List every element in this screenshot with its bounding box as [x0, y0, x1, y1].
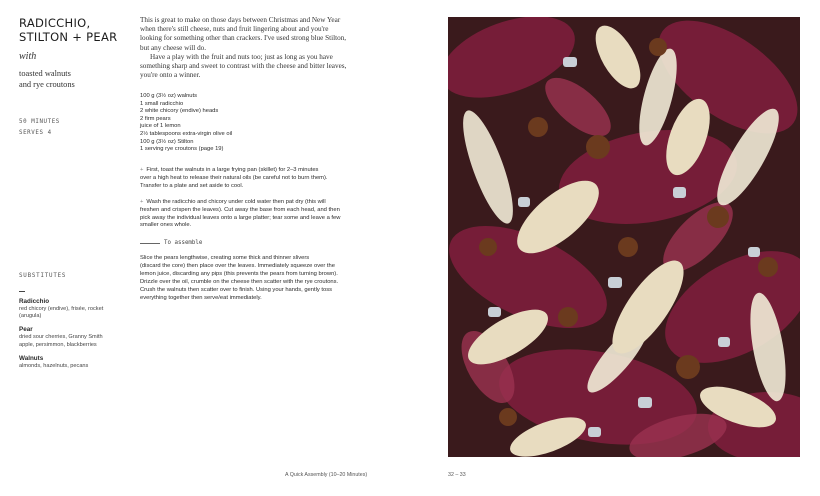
substitute-desc — [19, 306, 124, 320]
method-step-2 — [140, 199, 374, 231]
substitute-desc-line2: apple, persimmon, blackberries — [19, 341, 97, 348]
method-step-1 — [140, 167, 374, 191]
ingredient-item: 1 serving rye croutons (page 19) — [140, 146, 224, 153]
assemble-line: Slice the pears lengthwise, creating some thick and thinner slivers — [140, 255, 310, 261]
intro-line: you're onto a winner. — [140, 71, 201, 80]
footer-section-title: A Quick Assembly (10–20 Minutes) — [285, 472, 368, 478]
ingredients-list — [140, 93, 372, 154]
assemble-line: Crush the walnuts then scatter over to finish. Using your hands, gently toss — [140, 286, 333, 293]
substitute-desc-line1: red chicory (endive), frisée, rocket — [19, 306, 104, 312]
ingredient-item: 2 white chicory (endive) heads — [140, 108, 219, 115]
substitute-desc — [19, 334, 124, 348]
intro-paragraph-1 — [140, 16, 372, 53]
intro-line: This is great to make on those days between Christmas and New Year — [140, 16, 341, 24]
method-steps — [140, 167, 374, 238]
step-line: over a high heat to release their natural oils (be careful not to burn them). — [140, 174, 328, 181]
recipe-title-line1: RADICCHIO, — [19, 16, 91, 30]
salad-photo — [448, 17, 800, 457]
recipe-intro — [140, 16, 372, 80]
substitute-desc-line1: dried sour cherries, Granny Smith — [19, 334, 103, 341]
substitute-name: Radicchio — [19, 298, 50, 305]
intro-line: but any cheese will do. — [140, 43, 207, 52]
step-line: First, toast the walnuts in a large frying pan (skillet) for 2–3 minutes — [146, 167, 319, 173]
salad-illustration — [448, 17, 800, 457]
substitute-name: Walnuts — [19, 354, 44, 362]
substitutes-panel — [19, 273, 124, 376]
plus-icon: + — [140, 198, 144, 205]
recipe-header — [19, 16, 124, 90]
recipe-subtitle-line2: and rye croutons — [19, 80, 75, 89]
substitute-desc — [19, 363, 124, 370]
with-label: with — [19, 51, 37, 62]
recipe-subtitle — [19, 68, 124, 90]
step-line: Transfer to a plate and set aside to cool. — [140, 182, 244, 189]
step-line: Wash the radicchio and chicory under cold water then pat dry (this will — [146, 198, 326, 205]
substitute-desc-line1: almonds, hazelnuts, pecans — [19, 362, 89, 369]
substitute-desc-line2: (arugula) — [19, 313, 42, 320]
ingredient-item: 1 small radicchio — [140, 100, 184, 107]
recipe-subtitle-line1: toasted walnuts — [19, 69, 71, 78]
intro-line: when there's still cheese, nuts and fruit lingering about and you're — [140, 25, 329, 34]
recipe-time: 50 MINUTES — [19, 119, 60, 125]
to-assemble-heading — [140, 240, 374, 246]
substitute-item — [19, 298, 124, 320]
intro-line: Have a play with the fruit and nuts too; just as long as you have — [150, 52, 333, 61]
step-line: freshen and crispen the leaves). Cut away the base from each head, and then — [140, 206, 340, 213]
ingredient-item: 100 g (3½ oz) walnuts — [140, 93, 198, 99]
step-line: smaller ones whole. — [140, 222, 192, 229]
ingredient-item: 100 g (3½ oz) Stilton — [140, 138, 194, 145]
intro-paragraph-2 — [140, 53, 372, 81]
assemble-line: lemon juice, discarding any pips (this prevents the pears from turning brown). — [140, 270, 338, 277]
ingredient-item: 2 firm pears — [140, 115, 171, 122]
substitute-name: Pear — [19, 326, 33, 334]
intro-line: something sharp and sweet to contrast with the cheese and bitter leaves, — [140, 62, 347, 71]
assemble-rule — [140, 243, 160, 244]
intro-line: looking for something other than crackers. I've used strong blue Stilton, — [140, 34, 347, 43]
plus-icon: + — [140, 167, 144, 173]
ingredient-item: juice of 1 lemon — [140, 123, 181, 130]
recipe-title-line2: STILTON + PEAR — [19, 30, 118, 44]
assemble-line: (discard the core) then place over the leaves. Immediately squeeze over the — [140, 262, 335, 269]
substitute-item — [19, 355, 124, 370]
assemble-instructions — [140, 255, 374, 302]
assemble-line: everything together then serve/eat immediately. — [140, 294, 262, 301]
assemble-line: Drizzle over the oil, crumble on the cheese then scatter with the rye croutons. — [140, 278, 339, 285]
step-line: pick away the individual leaves onto a large platter; tear some and leave a few — [140, 214, 341, 221]
recipe-title — [19, 16, 124, 44]
recipe-serves: SERVES 4 — [19, 130, 52, 136]
assemble-label: To assemble — [164, 240, 203, 246]
substitutes-divider — [19, 291, 25, 292]
substitute-item — [19, 326, 124, 348]
footer-page-numbers: 32 – 33 — [448, 472, 466, 478]
substitutes-heading: SUBSTITUTES — [19, 273, 67, 279]
ingredient-item: 2½ tablespoons extra-virgin olive oil — [140, 130, 233, 137]
